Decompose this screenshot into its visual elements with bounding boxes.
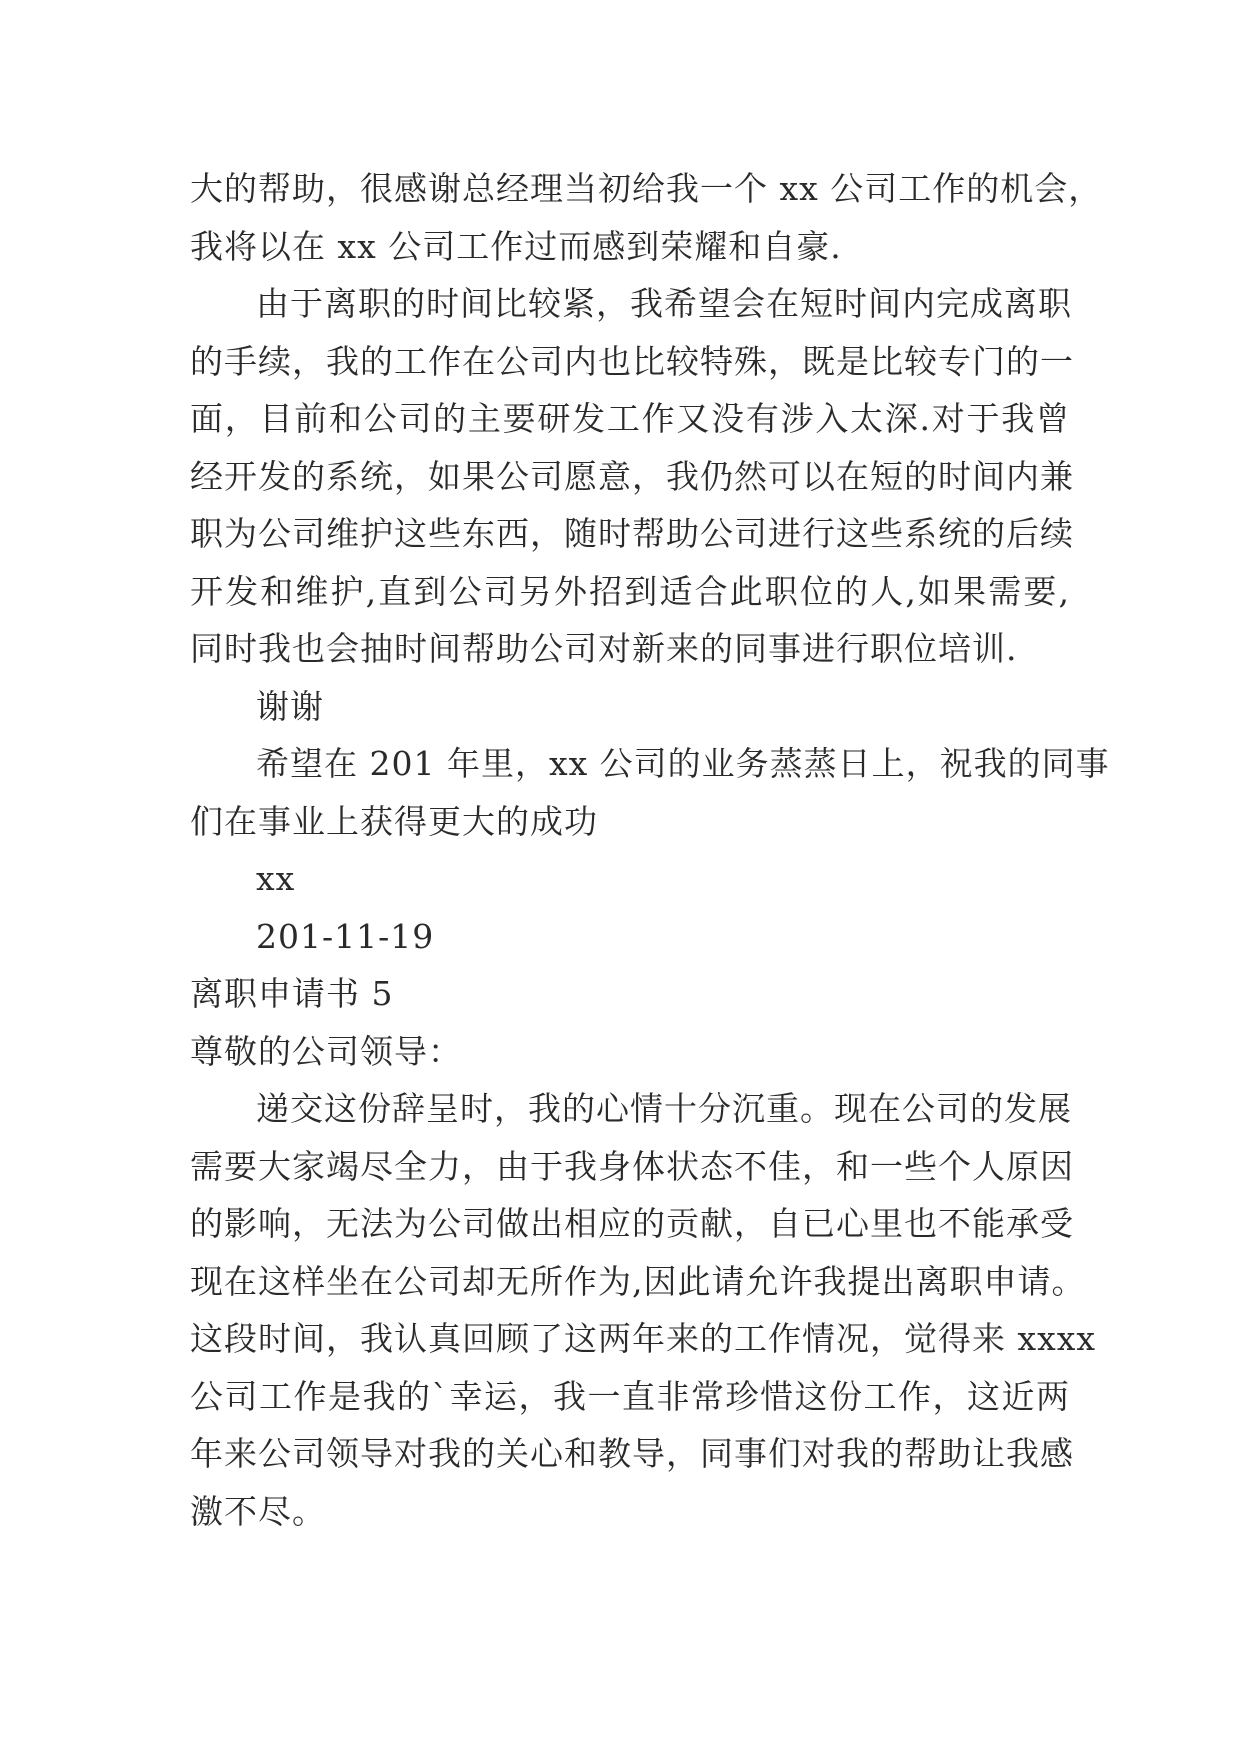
text-line: 由于离职的时间比较紧，我希望会在短时间内完成离职 [256,284,1072,323]
text-line: 同时我也会抽时间帮助公司对新来的同事进行职位培训. [190,629,1018,668]
text-line: 们在事业上获得更大的成功 [190,801,598,841]
text-line: 这段时间，我认真回顾了这两年来的工作情况，觉得来 xxxx [190,1319,1096,1358]
text-line: 的影响，无法为公司做出相应的贡献，自已心里也不能承受 [190,1204,1074,1243]
signature-date: 201-11-19 [256,916,435,956]
text-line: 激不尽。 [190,1491,326,1531]
text-line: 我将以在 xx 公司工作过而感到荣耀和自豪. [190,226,842,266]
text-line: 谢谢 [256,686,324,726]
document-body [190,160,1110,1540]
text-line: 经开发的系统，如果公司愿意，我仍然可以在短的时间内兼 [190,456,1074,496]
text-line: 需要大家竭尽全力，由于我身体状态不佳，和一些个人原因 [190,1146,1074,1186]
text-line: 年来公司领导对我的关心和教导，同事们对我的帮助让我感 [190,1434,1074,1473]
signature-name: xx [256,859,296,898]
section-heading: 离职申请书 5 [190,974,394,1013]
text-line: 递交这份辞呈时，我的心情十分沉重。现在公司的发展 [256,1089,1072,1128]
text-line: 现在这样坐在公司却无所作为,因此请允许我提出离职申请。 [190,1261,1086,1301]
text-line: 开发和维护,直到公司另外招到适合此职位的人,如果需要, [190,571,1070,611]
text-line: 希望在 201 年里，xx 公司的业务蒸蒸日上，祝我的同事 [256,744,1110,783]
text-line: 的手续，我的工作在公司内也比较特殊，既是比较专门的一 [190,341,1074,381]
text-line: 大的帮助，很感谢总经理当初给我一个 xx 公司工作的机会， [190,169,1103,208]
text-line: 职为公司维护这些东西，随时帮助公司进行这些系统的后续 [190,514,1074,553]
text-line: 公司工作是我的`幸运，我一直非常珍惜这份工作，这近两 [190,1376,1070,1416]
salutation: 尊敬的公司领导： [190,1031,462,1071]
text-line: 面，目前和公司的主要研发工作又没有涉入太深.对于我曾 [190,399,1070,438]
